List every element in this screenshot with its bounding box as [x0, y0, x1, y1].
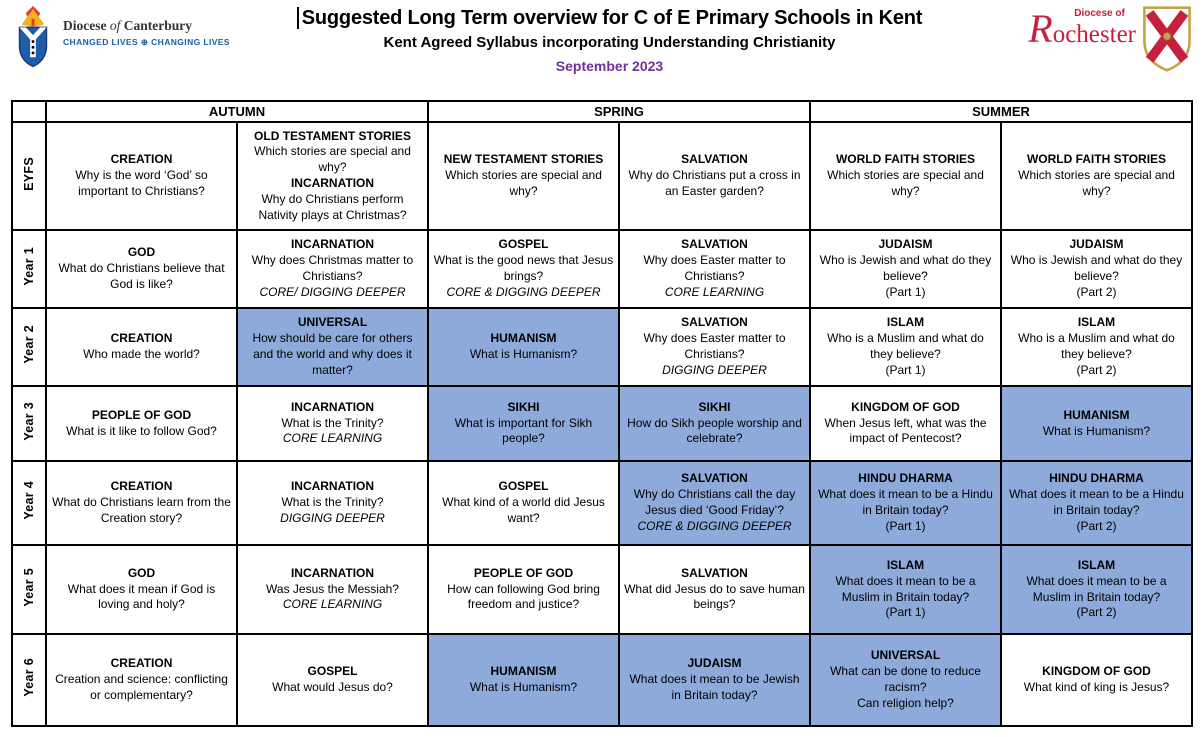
- unit-title: PEOPLE OF GOD: [473, 565, 574, 580]
- canterbury-crest-icon: [10, 6, 56, 70]
- unit-question: (Part 1): [885, 284, 926, 299]
- unit-cell: [619, 308, 810, 386]
- unit-note: DIGGING DEEPER: [662, 362, 767, 377]
- canterbury-logo-text: [63, 6, 230, 48]
- unit-question: Why do Christians perform Nativity plays at Christmas?: [258, 191, 407, 222]
- unit-title: CREATION: [110, 656, 173, 671]
- unit-cell: [237, 386, 428, 461]
- unit-title: NEW TESTAMENT STORIES: [443, 152, 604, 167]
- unit-question: Why does Easter matter to Christians?: [643, 253, 786, 283]
- unit-cell: [1001, 230, 1192, 308]
- unit-title: CREATION: [110, 152, 173, 167]
- unit-question: (Part 2): [1076, 284, 1117, 299]
- syllabus-table: [11, 100, 1193, 727]
- unit-title: WORLD FAITH STORIES: [835, 152, 976, 167]
- unit-question: Why do Christians put a cross in an Easter garden?: [628, 168, 801, 198]
- unit-title: INCARNATION: [290, 565, 375, 580]
- year-row: [12, 545, 1192, 634]
- unit-title: INCARNATION: [290, 176, 375, 190]
- unit-question: Who made the world?: [83, 347, 200, 361]
- unit-question: Can religion help?: [857, 695, 954, 710]
- unit-question: (Part 2): [1076, 605, 1117, 620]
- unit-question: (Part 1): [885, 518, 926, 533]
- unit-title: ISLAM: [886, 557, 925, 572]
- syllabus-table-body: [12, 122, 1192, 726]
- unit-cell: [237, 545, 428, 634]
- unit-cell: [428, 386, 619, 461]
- page-subtitle: Kent Agreed Syllabus incorporating Understanding Christianity: [383, 34, 836, 51]
- unit-title: ISLAM: [1077, 557, 1116, 572]
- canterbury-logo-tagline: CHANGED LIVES ⊕ CHANGING LIVES: [63, 37, 230, 47]
- unit-question: What do Christians learn from the Creation story?: [52, 495, 231, 525]
- unit-cell: [46, 386, 237, 461]
- unit-title: GOSPEL: [498, 479, 549, 494]
- unit-cell: [1001, 461, 1192, 545]
- unit-title: KINGDOM OF GOD: [851, 399, 960, 414]
- unit-cell: [1001, 308, 1192, 386]
- unit-cell: [619, 545, 810, 634]
- year-label: [12, 634, 46, 726]
- rochester-shield-icon: [1140, 6, 1194, 72]
- canterbury-logo: [10, 4, 240, 70]
- unit-note: DIGGING DEEPER: [280, 510, 385, 525]
- terms-header-row: [12, 101, 1192, 122]
- unit-question: What can be done to reduce racism?: [830, 664, 981, 694]
- unit-question: What does it mean to be a Hindu in Britain today?: [818, 487, 993, 517]
- unit-cell: [810, 634, 1001, 726]
- unit-cell: [619, 230, 810, 308]
- unit-question: Who is Jewish and what do they believe?: [1010, 253, 1183, 283]
- year-row: [12, 461, 1192, 545]
- unit-cell: [428, 461, 619, 545]
- unit-question: What does it mean to be a Muslim in Britain today?: [835, 573, 976, 604]
- unit-question: Who is Jewish and what do they believe?: [819, 253, 992, 283]
- unit-question: What does it mean if God is loving and holy?: [67, 581, 216, 612]
- unit-question: (Part 2): [1076, 518, 1117, 533]
- year-row: [12, 386, 1192, 461]
- year-row: [12, 308, 1192, 386]
- unit-title: ISLAM: [1077, 315, 1116, 330]
- unit-cell: [428, 545, 619, 634]
- unit-title: HUMANISM: [1063, 407, 1130, 422]
- unit-cell: [428, 634, 619, 726]
- unit-title: JUDAISM: [687, 656, 742, 671]
- unit-question: Which stories are special and why?: [1018, 168, 1175, 198]
- year-label: [12, 308, 46, 386]
- unit-title: HINDU DHARMA: [1049, 471, 1144, 486]
- rochester-logo-line1: Diocese of: [1074, 8, 1125, 19]
- unit-question: What would Jesus do?: [272, 680, 393, 694]
- page-title: Suggested Long Term overview for C of E Primary Schools in Kent: [240, 7, 979, 30]
- year-row: [12, 230, 1192, 308]
- unit-cell: [619, 386, 810, 461]
- unit-title: INCARNATION: [290, 479, 375, 494]
- term-header-autumn: AUTUMN: [46, 101, 428, 122]
- unit-question: What kind of king is Jesus?: [1023, 680, 1170, 694]
- unit-title: HUMANISM: [490, 331, 557, 346]
- unit-title: SALVATION: [681, 471, 748, 486]
- unit-question: Who is a Muslim and what do they believe?: [1018, 331, 1175, 361]
- unit-question: (Part 2): [1076, 362, 1117, 377]
- unit-cell: [428, 230, 619, 308]
- unit-cell: [810, 122, 1001, 230]
- unit-cell: [619, 461, 810, 545]
- unit-question: Which stories are special and why?: [445, 168, 602, 198]
- unit-question: What does it mean to be a Hindu in Britain today?: [1009, 487, 1184, 517]
- unit-title: KINGDOM OF GOD: [1042, 664, 1151, 679]
- unit-cell: [1001, 122, 1192, 230]
- page-date: September 2023: [555, 58, 664, 74]
- unit-question: What kind of a world did Jesus want?: [442, 495, 605, 525]
- unit-cell: [810, 545, 1001, 634]
- unit-question: What do Christians believe that God is like?: [58, 261, 225, 291]
- year-label: [12, 230, 46, 308]
- rochester-logo-name: Rochester: [1028, 6, 1136, 51]
- year-label-text: Year 5: [22, 567, 36, 607]
- unit-title: GOSPEL: [498, 237, 549, 252]
- unit-cell: [810, 308, 1001, 386]
- unit-title: HUMANISM: [490, 664, 557, 679]
- unit-title: INCARNATION: [290, 237, 375, 252]
- unit-cell: [237, 122, 428, 230]
- unit-cell: [46, 230, 237, 308]
- year-label: [12, 386, 46, 461]
- unit-title: SIKHI: [698, 399, 731, 414]
- year-label-text: Year 3: [22, 401, 36, 441]
- unit-title: SALVATION: [681, 565, 748, 580]
- unit-question: How do Sikh people worship and celebrate?: [627, 415, 802, 446]
- unit-cell: [46, 308, 237, 386]
- unit-question: What is the good news that Jesus brings?: [433, 253, 614, 283]
- unit-question: Why is the word ‘God’ so important to Christians?: [75, 168, 208, 198]
- year-label-text: Year 2: [22, 325, 36, 364]
- unit-cell: [810, 386, 1001, 461]
- unit-cell: [810, 230, 1001, 308]
- unit-note: CORE & DIGGING DEEPER: [446, 284, 601, 299]
- page-header: [0, 0, 1204, 98]
- unit-cell: [619, 634, 810, 726]
- unit-title: JUDAISM: [878, 237, 933, 252]
- unit-question: What is it like to follow God?: [66, 423, 217, 438]
- unit-question: Which stories are special and why?: [254, 144, 411, 175]
- unit-question: How should be care for others and the world and why does it matter?: [252, 331, 413, 377]
- unit-question: When Jesus left, what was the impact of Pentecost?: [824, 415, 987, 446]
- unit-question: What is important for Sikh people?: [454, 415, 593, 446]
- corner-cell: [12, 101, 46, 122]
- unit-question: Who is a Muslim and what do they believe?: [827, 331, 984, 361]
- unit-cell: [237, 230, 428, 308]
- year-label-text: Year 6: [22, 658, 36, 697]
- unit-cell: [46, 634, 237, 726]
- unit-question: How can following God bring freedom and justice?: [447, 581, 600, 612]
- unit-title: SIKHI: [507, 399, 540, 414]
- unit-cell: [237, 308, 428, 386]
- rochester-logo: [979, 4, 1194, 72]
- term-header-spring: SPRING: [428, 101, 810, 122]
- unit-cell: [46, 545, 237, 634]
- unit-note: CORE LEARNING: [664, 284, 765, 299]
- unit-title: UNIVERSAL: [297, 315, 368, 330]
- year-row: [12, 122, 1192, 230]
- unit-cell: [428, 308, 619, 386]
- unit-title: JUDAISM: [1069, 237, 1124, 252]
- unit-question: Why do Christians call the day Jesus died ‘Good Friday’?: [633, 487, 796, 517]
- unit-cell: [46, 461, 237, 545]
- unit-question: Which stories are special and why?: [827, 168, 984, 198]
- year-label-text: Year 4: [22, 481, 36, 520]
- unit-title: UNIVERSAL: [870, 648, 941, 663]
- unit-cell: [619, 122, 810, 230]
- year-label: [12, 461, 46, 545]
- unit-title: SALVATION: [681, 315, 748, 330]
- rochester-logo-text: [1028, 6, 1136, 51]
- unit-cell: [1001, 386, 1192, 461]
- canterbury-logo-name: Diocese of Canterbury: [63, 18, 192, 33]
- unit-question: Was Jesus the Messiah?: [266, 581, 399, 596]
- unit-cell: [1001, 634, 1192, 726]
- unit-title: OLD TESTAMENT STORIES: [254, 128, 411, 143]
- unit-title: WORLD FAITH STORIES: [1026, 152, 1167, 167]
- unit-cell: [810, 461, 1001, 545]
- unit-cell: [237, 461, 428, 545]
- unit-title: ISLAM: [886, 315, 925, 330]
- unit-question: What is the Trinity?: [281, 495, 384, 510]
- unit-question: Creation and science: conflicting or complementary?: [55, 672, 228, 702]
- unit-note: CORE/ DIGGING DEEPER: [259, 284, 406, 299]
- term-header-summer: SUMMER: [810, 101, 1192, 122]
- unit-title: INCARNATION: [290, 399, 375, 414]
- unit-title: SALVATION: [681, 237, 748, 252]
- unit-question: (Part 1): [885, 362, 926, 377]
- unit-question: What is Humanism?: [1042, 423, 1151, 438]
- unit-question: What does it mean to be a Muslim in Britain today?: [1026, 573, 1167, 604]
- unit-cell: [237, 634, 428, 726]
- unit-title: CREATION: [110, 479, 173, 494]
- unit-question: Why does Easter matter to Christians?: [643, 331, 786, 361]
- year-label: [12, 545, 46, 634]
- unit-cell: [1001, 545, 1192, 634]
- unit-title: HINDU DHARMA: [858, 471, 953, 486]
- title-block: [240, 4, 979, 74]
- unit-title: SALVATION: [681, 152, 748, 167]
- unit-note: CORE & DIGGING DEEPER: [637, 518, 792, 533]
- unit-cell: [428, 122, 619, 230]
- unit-question: What is the Trinity?: [281, 415, 384, 430]
- unit-question: What is Humanism?: [469, 347, 578, 361]
- unit-title: CREATION: [110, 331, 173, 346]
- unit-question: What did Jesus do to save human beings?: [624, 581, 805, 612]
- year-label: [12, 122, 46, 230]
- unit-question: Why does Christmas matter to Christians?: [251, 253, 414, 283]
- unit-note: CORE LEARNING: [282, 431, 383, 446]
- unit-title: PEOPLE OF GOD: [91, 407, 192, 422]
- unit-question: What does it mean to be Jewish in Britain today?: [629, 672, 800, 702]
- unit-question: What is Humanism?: [469, 680, 578, 694]
- year-label-text: Year 1: [22, 247, 36, 286]
- unit-title: GOD: [127, 245, 156, 260]
- year-row: [12, 634, 1192, 726]
- unit-note: CORE LEARNING: [282, 597, 383, 612]
- unit-cell: [46, 122, 237, 230]
- unit-question: (Part 1): [885, 605, 926, 620]
- unit-title: GOSPEL: [307, 664, 358, 679]
- year-label-text: EYFS: [22, 156, 36, 191]
- unit-title: GOD: [127, 565, 156, 580]
